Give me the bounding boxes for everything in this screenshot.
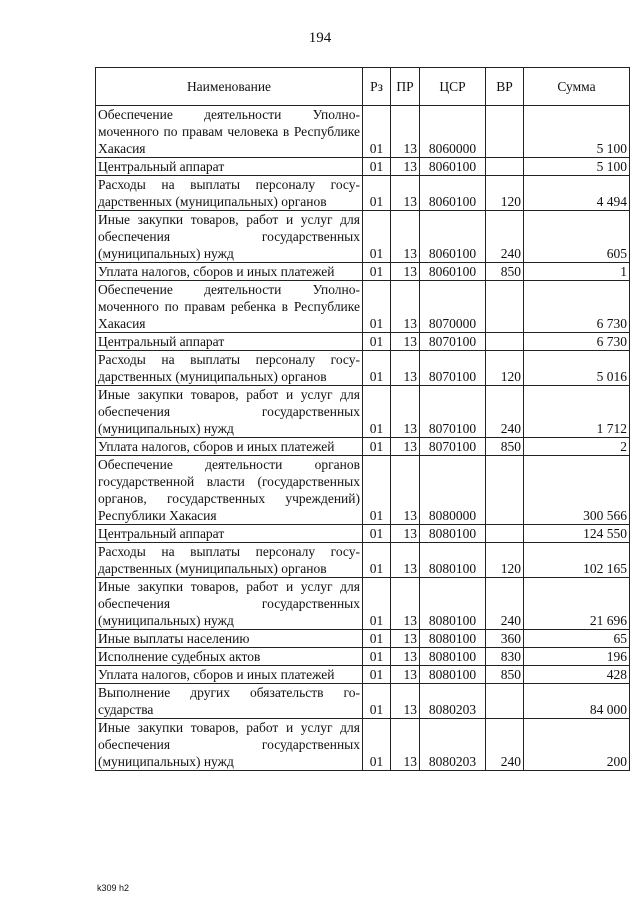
- cell-rz: 01: [363, 438, 391, 456]
- cell-pr: 13: [391, 106, 420, 158]
- cell-name: Иные закупки товаров, работ и услуг для обеспечения государственных (муниципальных) нужд: [96, 386, 363, 438]
- cell-sum: 4 494: [524, 176, 630, 211]
- cell-csr: 8080100: [420, 666, 486, 684]
- cell-name: Расходы на выплаты персоналу государственных (муниципальных) органов: [96, 176, 363, 211]
- cell-vr: 850: [486, 666, 524, 684]
- cell-rz: 01: [363, 719, 391, 771]
- cell-pr: 13: [391, 684, 420, 719]
- cell-csr: 8080203: [420, 684, 486, 719]
- cell-vr: 240: [486, 719, 524, 771]
- cell-csr: 8060100: [420, 176, 486, 211]
- cell-rz: 01: [363, 158, 391, 176]
- cell-sum: 2: [524, 438, 630, 456]
- cell-vr: [486, 684, 524, 719]
- cell-csr: 8080000: [420, 456, 486, 525]
- cell-csr: 8080100: [420, 578, 486, 630]
- cell-vr: 120: [486, 543, 524, 578]
- cell-sum: 6 730: [524, 333, 630, 351]
- cell-vr: [486, 106, 524, 158]
- table-row: [96, 351, 630, 386]
- cell-vr: 850: [486, 438, 524, 456]
- cell-name: Центральный аппарат: [96, 158, 363, 176]
- cell-csr: 8060100: [420, 158, 486, 176]
- cell-csr: 8060100: [420, 263, 486, 281]
- table-row: [96, 630, 630, 648]
- table-row: [96, 176, 630, 211]
- cell-name: Уплата налогов, сборов и иных платежей: [96, 263, 363, 281]
- cell-name: Исполнение судебных актов: [96, 648, 363, 666]
- cell-sum: 21 696: [524, 578, 630, 630]
- table-row: [96, 211, 630, 263]
- table-row: [96, 438, 630, 456]
- cell-name: Иные закупки товаров, работ и услуг для обеспечения государственных (муниципальных) нужд: [96, 578, 363, 630]
- table-row: [96, 525, 630, 543]
- cell-pr: 13: [391, 456, 420, 525]
- cell-sum: 1: [524, 263, 630, 281]
- cell-name: Иные выплаты населению: [96, 630, 363, 648]
- cell-pr: 13: [391, 158, 420, 176]
- table-row: [96, 719, 630, 771]
- cell-csr: 8080100: [420, 543, 486, 578]
- table-row: [96, 543, 630, 578]
- cell-name: Обеспечение деятельности Уполномоченного по правам ребенка в Республике Хакасия: [96, 281, 363, 333]
- cell-rz: 01: [363, 333, 391, 351]
- table-row: [96, 158, 630, 176]
- cell-rz: 01: [363, 263, 391, 281]
- cell-sum: 428: [524, 666, 630, 684]
- cell-rz: 01: [363, 456, 391, 525]
- table-row: [96, 263, 630, 281]
- table-row: [96, 648, 630, 666]
- cell-sum: 124 550: [524, 525, 630, 543]
- cell-pr: 13: [391, 578, 420, 630]
- cell-sum: 84 000: [524, 684, 630, 719]
- cell-vr: 850: [486, 263, 524, 281]
- footer-code: k309 h2: [97, 883, 130, 893]
- cell-sum: 605: [524, 211, 630, 263]
- cell-rz: 01: [363, 666, 391, 684]
- cell-csr: 8070100: [420, 386, 486, 438]
- cell-sum: 1 712: [524, 386, 630, 438]
- cell-sum: 200: [524, 719, 630, 771]
- budget-table: [95, 67, 630, 771]
- table-row: [96, 684, 630, 719]
- cell-vr: [486, 158, 524, 176]
- cell-csr: 8070100: [420, 438, 486, 456]
- cell-vr: 120: [486, 351, 524, 386]
- cell-pr: 13: [391, 386, 420, 438]
- cell-name: Центральный аппарат: [96, 525, 363, 543]
- cell-vr: 240: [486, 211, 524, 263]
- cell-csr: 8080203: [420, 719, 486, 771]
- cell-vr: [486, 333, 524, 351]
- cell-pr: 13: [391, 176, 420, 211]
- cell-csr: 8080100: [420, 648, 486, 666]
- cell-rz: 01: [363, 211, 391, 263]
- cell-name: Расходы на выплаты персоналу государственных (муниципальных) органов: [96, 543, 363, 578]
- cell-vr: [486, 525, 524, 543]
- cell-vr: [486, 456, 524, 525]
- cell-name: Обеспечение деятельности Уполномоченного по правам человека в Республике Хакасия: [96, 106, 363, 158]
- header-rz: Рз: [363, 68, 391, 106]
- cell-sum: 5 016: [524, 351, 630, 386]
- cell-csr: 8080100: [420, 630, 486, 648]
- cell-sum: 6 730: [524, 281, 630, 333]
- cell-name: Уплата налогов, сборов и иных платежей: [96, 666, 363, 684]
- table-row: [96, 666, 630, 684]
- cell-pr: 13: [391, 630, 420, 648]
- cell-csr: 8080100: [420, 525, 486, 543]
- cell-name: Иные закупки товаров, работ и услуг для обеспечения государственных (муниципальных) нужд: [96, 719, 363, 771]
- table-row: [96, 106, 630, 158]
- cell-pr: 13: [391, 648, 420, 666]
- cell-pr: 13: [391, 211, 420, 263]
- cell-vr: 120: [486, 176, 524, 211]
- cell-rz: 01: [363, 578, 391, 630]
- cell-name: Уплата налогов, сборов и иных платежей: [96, 438, 363, 456]
- cell-pr: 13: [391, 666, 420, 684]
- cell-pr: 13: [391, 333, 420, 351]
- cell-sum: 65: [524, 630, 630, 648]
- cell-rz: 01: [363, 176, 391, 211]
- cell-pr: 13: [391, 438, 420, 456]
- cell-name: Обеспечение деятельности органов государственной власти (государственных органов, государственных учреждений) Республики Хакасия: [96, 456, 363, 525]
- cell-rz: 01: [363, 543, 391, 578]
- cell-pr: 13: [391, 281, 420, 333]
- header-pr: ПР: [391, 68, 420, 106]
- cell-name: Расходы на выплаты персоналу государственных (муниципальных) органов: [96, 351, 363, 386]
- cell-pr: 13: [391, 351, 420, 386]
- cell-csr: 8070100: [420, 351, 486, 386]
- table-row: [96, 456, 630, 525]
- cell-pr: 13: [391, 263, 420, 281]
- table-row: [96, 333, 630, 351]
- cell-pr: 13: [391, 543, 420, 578]
- cell-vr: [486, 281, 524, 333]
- cell-csr: 8060000: [420, 106, 486, 158]
- cell-rz: 01: [363, 351, 391, 386]
- cell-name: Выполнение других обязательств государства: [96, 684, 363, 719]
- header-csr: ЦСР: [420, 68, 486, 106]
- table-row: [96, 386, 630, 438]
- cell-vr: 830: [486, 648, 524, 666]
- table-row: [96, 578, 630, 630]
- header-sum: Сумма: [524, 68, 630, 106]
- table-header-row: [96, 68, 630, 106]
- cell-rz: 01: [363, 106, 391, 158]
- cell-rz: 01: [363, 281, 391, 333]
- cell-rz: 01: [363, 684, 391, 719]
- cell-rz: 01: [363, 630, 391, 648]
- cell-vr: 360: [486, 630, 524, 648]
- cell-csr: 8070000: [420, 281, 486, 333]
- cell-rz: 01: [363, 386, 391, 438]
- cell-name: Центральный аппарат: [96, 333, 363, 351]
- header-vr: ВР: [486, 68, 524, 106]
- page-number: 194: [308, 30, 332, 46]
- cell-sum: 300 566: [524, 456, 630, 525]
- cell-sum: 196: [524, 648, 630, 666]
- cell-sum: 102 165: [524, 543, 630, 578]
- cell-pr: 13: [391, 719, 420, 771]
- cell-sum: 5 100: [524, 106, 630, 158]
- cell-sum: 5 100: [524, 158, 630, 176]
- cell-csr: 8060100: [420, 211, 486, 263]
- cell-rz: 01: [363, 525, 391, 543]
- cell-csr: 8070100: [420, 333, 486, 351]
- cell-vr: 240: [486, 578, 524, 630]
- cell-pr: 13: [391, 525, 420, 543]
- cell-vr: 240: [486, 386, 524, 438]
- header-name: Наименование: [96, 68, 363, 106]
- table-row: [96, 281, 630, 333]
- cell-rz: 01: [363, 648, 391, 666]
- cell-name: Иные закупки товаров, работ и услуг для обеспечения государственных (муниципальных) нужд: [96, 211, 363, 263]
